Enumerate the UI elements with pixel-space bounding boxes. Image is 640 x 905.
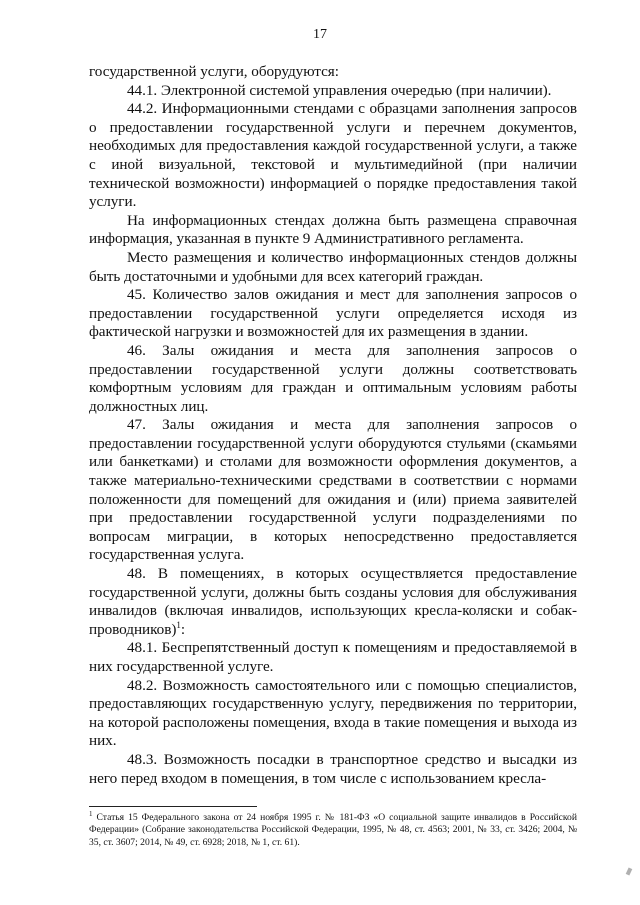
paragraph-48-3: 48.3. Возможность посадки в транспортное средство и высадки из него перед входом в помещения, в том числе с использованием кресла- <box>89 750 577 787</box>
paragraph-44-2: 44.2. Информационными стендами с образцами заполнения запросов о предоставлении государственной услуги и перечнем документов, необходимых для предоставления каждой государственной услуги, а также с иной визуальной, текстовой и мультимедийной (при наличии технической возможности) информацией о порядке предоставления такой услуги. <box>89 100 577 211</box>
page-number: 17 <box>313 27 327 42</box>
paragraph-48-2: 48.2. Возможность самостоятельного или с помощью специалистов, предоставляющих государственную услугу, передвижения по территории, на которой расположены помещения, входа в такие помещения и выхода из них. <box>89 676 577 750</box>
footnote-text: Статья 15 Федерального закона от 24 ноября 1995 г. № 181-ФЗ «О социальной защите инвалидов в Российской Федерации» (Собрание законодательства Российской Федерации, 1995, № 48, ст. 4563; 2001, № 33, ст. 3426; 2004, № 35, ст. 3607; 2014, № 49, ст. 6928; 2018, № 1, ст. 61). <box>89 812 577 848</box>
footnote <box>89 809 577 849</box>
paragraph-48-1: 48.1. Беспрепятственный доступ к помещениям и предоставляемой в них государственной услуге. <box>89 639 577 675</box>
paragraph-48 <box>89 565 577 639</box>
scan-artifact <box>626 867 633 875</box>
paragraph-48-text: 48. В помещениях, в которых осуществляется предоставление государственной услуги, должны быть созданы условия для обслуживания инвалидов (включая инвалидов, использующих кресла-коляски и собак-проводников) <box>89 565 577 638</box>
paragraph-46: 46. Залы ожидания и места для заполнения запросов о предоставлении государственной услуги должны соответствовать комфортным условиям для граждан и оптимальным условиям работы должностных лиц. <box>89 341 577 415</box>
paragraph-stands-placement: Место размещения и количество информационных стендов должны быть достаточными и удобными для всех категорий граждан. <box>89 248 577 285</box>
paragraph-48-tail: : <box>180 620 185 638</box>
footnote-marker: 1 <box>89 809 93 818</box>
footnote-reference: 1 <box>176 619 181 630</box>
paragraph-47: 47. Залы ожидания и места для заполнения запросов о предоставлении государственной услуги оборудуются стульями (скамьями или банкетками) и столами для возможности оформления документов, а также материально-техническими средствами в соответствии с нормами положенности для помещений для ожидания и (или) приема заявителей при предоставлении государственной услуги подразделениями по вопросам миграции, в которых непосредственно предоставляется государственная услуга. <box>89 416 577 564</box>
paragraph-intro: государственной услуги, оборудуются: <box>89 63 339 80</box>
footnote-divider <box>89 806 257 807</box>
paragraph-44-1: 44.1. Электронной системой управления очередью (при наличии). <box>127 81 552 99</box>
paragraph-stands-info: На информационных стендах должна быть размещена справочная информация, указанная в пункте 9 Административного регламента. <box>89 211 577 248</box>
paragraph-45: 45. Количество залов ожидания и мест для заполнения запросов о предоставлении государственной услуги определяется исходя из фактической нагрузки и возможностей для их размещения в здании. <box>89 286 577 341</box>
body-text <box>89 63 577 788</box>
